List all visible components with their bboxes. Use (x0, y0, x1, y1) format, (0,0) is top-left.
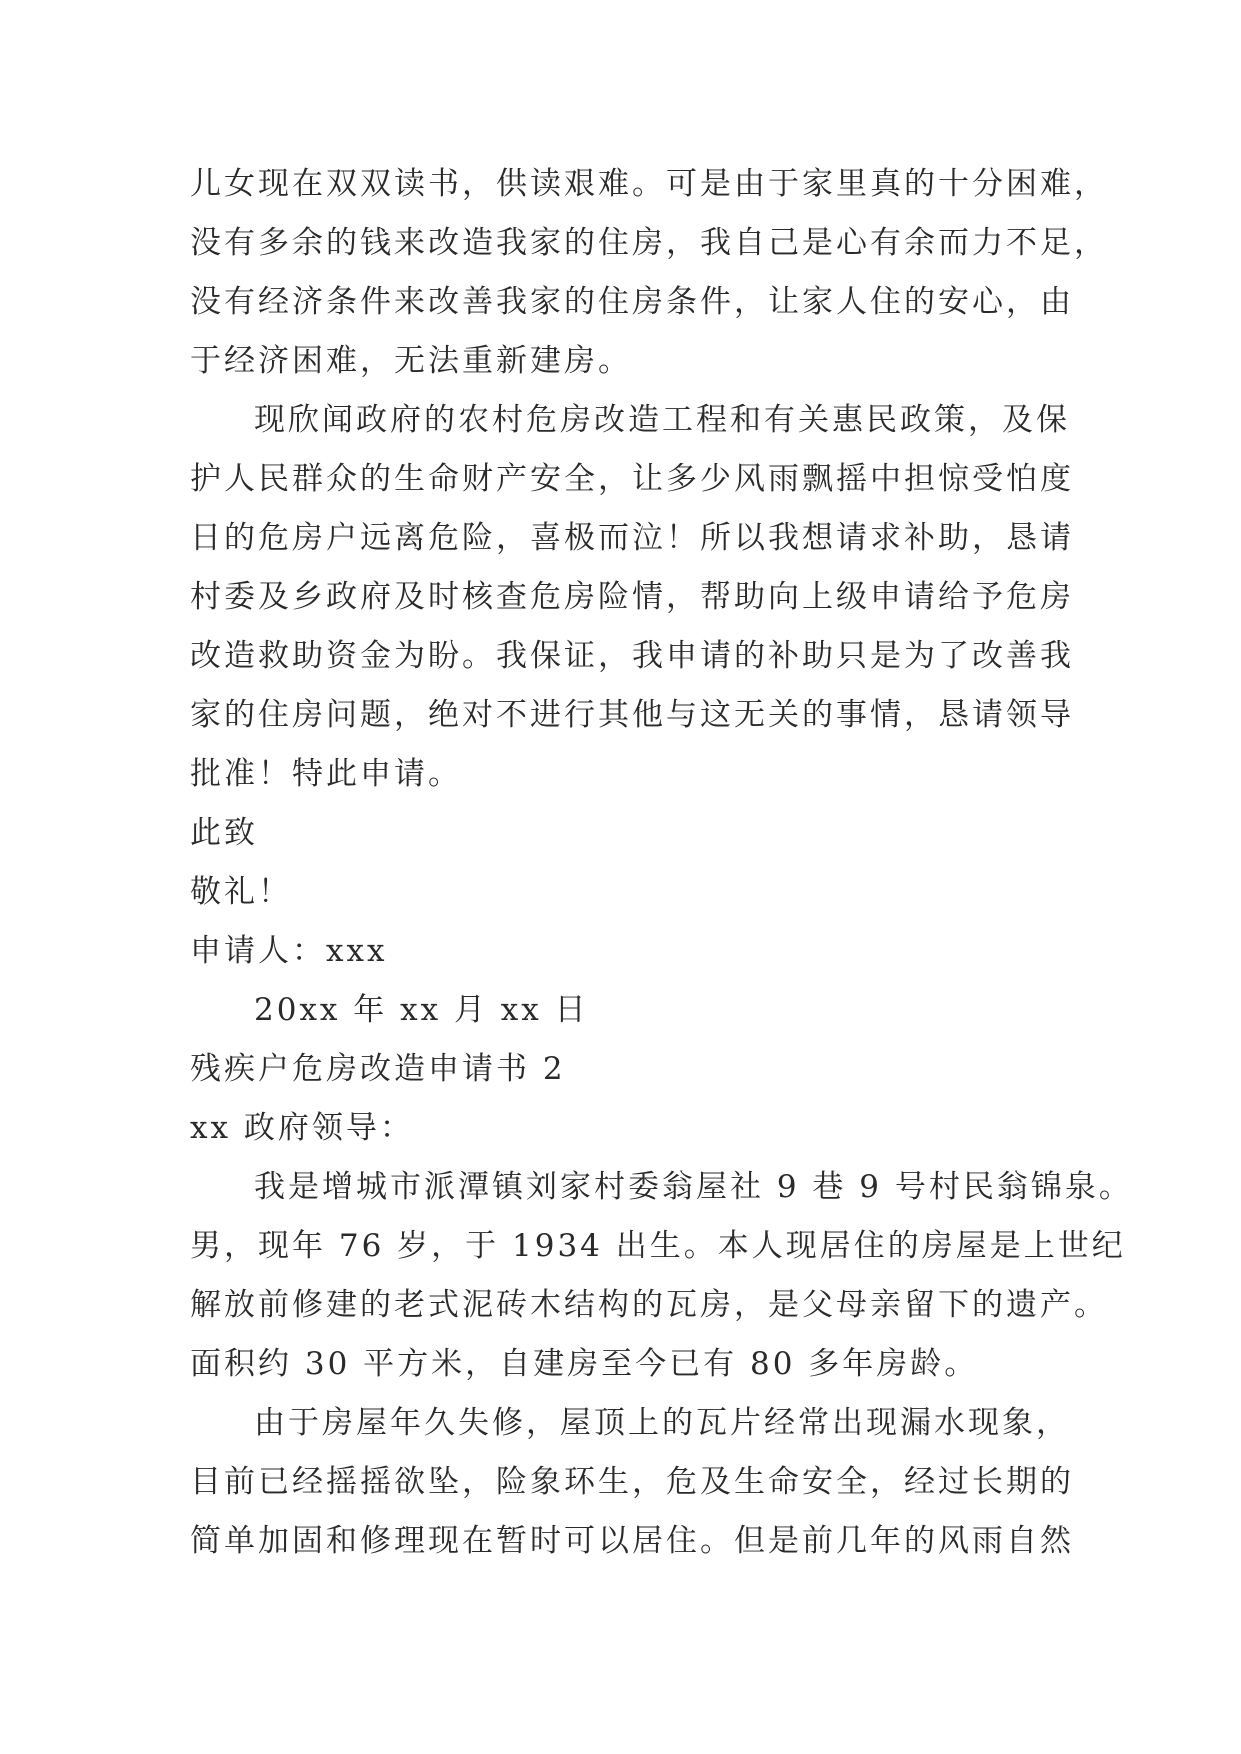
text-line: 改造救助资金为盼。我保证，我申请的补助只是为了改善我 (190, 638, 1074, 674)
text-line: 村委及乡政府及时核查危房险情，帮助向上级申请给予危房 (190, 579, 1074, 615)
text-line: 简单加固和修理现在暂时可以居住。但是前几年的风雨自然 (190, 1523, 1074, 1559)
text-line: 男，现年 76 岁，于 1934 出生。本人现居住的房屋是上世纪 (190, 1228, 1126, 1264)
application-date: 20xx 年 xx 月 xx 日 (254, 992, 589, 1028)
text-line: 没有经济条件来改善我家的住房条件，让家人住的安心，由 (190, 284, 1074, 320)
text-line: 批准！特此申请。 (190, 756, 462, 792)
closing-salutation: 此致 (190, 815, 258, 851)
closing-regards: 敬礼！ (190, 874, 292, 910)
text-line: 儿女现在双双读书，供读艰难。可是由于家里真的十分困难， (190, 166, 1108, 202)
text-line: 于经济困难，无法重新建房。 (190, 343, 632, 379)
document-body (190, 155, 1133, 1571)
applicant-signature: 申请人：xxx (190, 933, 388, 969)
addressee: xx 政府领导： (190, 1110, 414, 1146)
text-line: 没有多余的钱来改造我家的住房，我自己是心有余而力不足， (190, 225, 1108, 261)
text-line: 面积约 30 平方米，自建房至今已有 80 多年房龄。 (190, 1346, 979, 1382)
paragraph-start-line: 由于房屋年久失修，屋顶上的瓦片经常出现漏水现象， (254, 1405, 1070, 1441)
text-line: 日的危房户远离危险，喜极而泣！所以我想请求补助，恳请 (190, 520, 1074, 556)
text-line: 解放前修建的老式泥砖木结构的瓦房，是父母亲留下的遗产。 (190, 1287, 1108, 1323)
paragraph-start-line: 我是增城市派潭镇刘家村委翁屋社 9 巷 9 号村民翁锦泉。 (254, 1169, 1133, 1205)
document-title: 残疾户危房改造申请书 2 (190, 1051, 566, 1087)
text-line: 目前已经摇摇欲坠，险象环生，危及生命安全，经过长期的 (190, 1464, 1074, 1500)
paragraph-start-line: 现欣闻政府的农村危房改造工程和有关惠民政策，及保 (254, 402, 1070, 438)
text-line: 护人民群众的生命财产安全，让多少风雨飘摇中担惊受怕度 (190, 461, 1074, 497)
text-line: 家的住房问题，绝对不进行其他与这无关的事情，恳请领导 (190, 697, 1074, 733)
